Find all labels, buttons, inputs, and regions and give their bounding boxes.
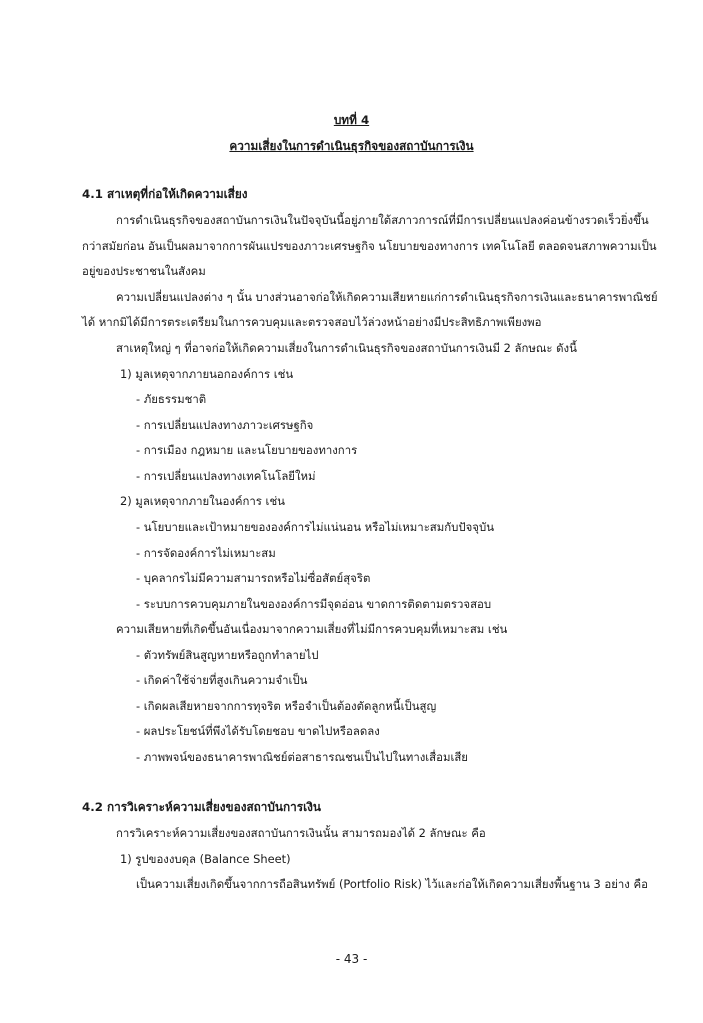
paragraph-line: เป็นความเสี่ยงเกิดขึ้นจากการถือสินทรัพย์ (Portfolio Risk) ไว้และก่อให้เกิดความเสี่ยงพื้นฐาน 3 อย่าง คือ <box>136 877 648 891</box>
paragraph-line: การวิเคราะห์ความเสี่ยงของสถาบันการเงินนั้น สามารถมองได้ 2 ลักษณะ คือ <box>116 826 486 840</box>
paragraph-line: ความเปลี่ยนแปลงต่าง ๆ นั้น บางส่วนอาจก่อให้เกิดความเสียหายแก่การดำเนินธุรกิจการเงินและธนาคารพาณิชย์ <box>116 290 658 304</box>
sub-list-item: - ผลประโยชน์ที่พึงได้รับโดยชอบ ขาดไปหรือลดลง <box>136 724 380 738</box>
sub-list-item: - การเมือง กฎหมาย และนโยบายของทางการ <box>136 443 358 457</box>
list-item-external-causes: 1) มูลเหตุจากภายนอกองค์การ เช่น <box>120 367 294 381</box>
paragraph-line: กว่าสมัยก่อน อันเป็นผลมาจากการผันแปรของภาวะเศรษฐกิจ นโยบายของทางการ เทคโนโลยี ตลอดจนสภาพความเป็น <box>82 239 657 253</box>
chapter-number: บทที่ 4 <box>333 113 370 127</box>
paragraph-line: ได้ หากมิได้มีการตระเตรียมในการควบคุมและตรวจสอบไว้ล่วงหน้าอย่างมีประสิทธิภาพเพียงพอ <box>82 315 542 329</box>
section-heading-4-1: 4.1 สาเหตุที่ก่อให้เกิดความเสี่ยง <box>82 187 248 201</box>
sub-list-item: - ภัยธรรมชาติ <box>136 392 207 406</box>
sub-list-item: - ระบบการควบคุมภายในขององค์การมีจุดอ่อน ขาดการติดตามตรวจสอบ <box>136 597 492 611</box>
sub-list-item: - การเปลี่ยนแปลงทางภาวะเศรษฐกิจ <box>136 418 314 432</box>
paragraph-line: สาเหตุใหญ่ ๆ ที่อาจก่อให้เกิดความเสี่ยงในการดำเนินธุรกิจของสถาบันการเงินมี 2 ลักษณะ ดังนี้ <box>116 341 577 355</box>
sub-list-item: - การจัดองค์การไม่เหมาะสม <box>136 546 276 560</box>
sub-list-item: - เกิดผลเสียหายจากการทุจริต หรือจำเป็นต้องตัดลูกหนี้เป็นสูญ <box>136 699 437 713</box>
page-number: - 43 - <box>335 952 368 966</box>
sub-list-item: - เกิดค่าใช้จ่ายที่สูงเกินความจำเป็น <box>136 673 308 687</box>
sub-list-item: - ภาพพจน์ของธนาคารพาณิชย์ต่อสาธารณชนเป็นไปในทางเสื่อมเสีย <box>136 750 468 764</box>
paragraph-line: การดำเนินธุรกิจของสถาบันการเงินในปัจจุบันนี้อยู่ภายใต้สภาวการณ์ที่มีการเปลี่ยนแปลงค่อนข้างรวดเร็วยิ่งขึ้น <box>116 213 649 227</box>
sub-list-item: - ตัวทรัพย์สินสูญหายหรือถูกทำลายไป <box>136 648 319 662</box>
sub-list-item: - นโยบายและเป้าหมายขององค์การไม่แน่นอน หรือไม่เหมาะสมกับปัจจุบัน <box>136 520 494 534</box>
sub-list-item: - การเปลี่ยนแปลงทางเทคโนโลยีใหม่ <box>136 469 316 483</box>
sub-list-item: - บุคลากรไม่มีความสามารถหรือไม่ซื่อสัตย์สุจริต <box>136 571 371 585</box>
list-item-balance-sheet: 1) รูปของงบดุล (Balance Sheet) <box>120 852 291 866</box>
chapter-title: ความเสี่ยงในการดำเนินธุรกิจของสถาบันการเงิน <box>229 139 474 153</box>
list-item-internal-causes: 2) มูลเหตุจากภายในองค์การ เช่น <box>120 494 285 508</box>
section-heading-4-2: 4.2 การวิเคราะห์ความเสี่ยงของสถาบันการเงิน <box>82 800 321 814</box>
paragraph-line: ความเสียหายที่เกิดขึ้นอันเนื่องมาจากความเสี่ยงที่ไม่มีการควบคุมที่เหมาะสม เช่น <box>116 622 508 636</box>
paragraph-line: อยู่ของประชาชนในสังคม <box>82 264 206 278</box>
